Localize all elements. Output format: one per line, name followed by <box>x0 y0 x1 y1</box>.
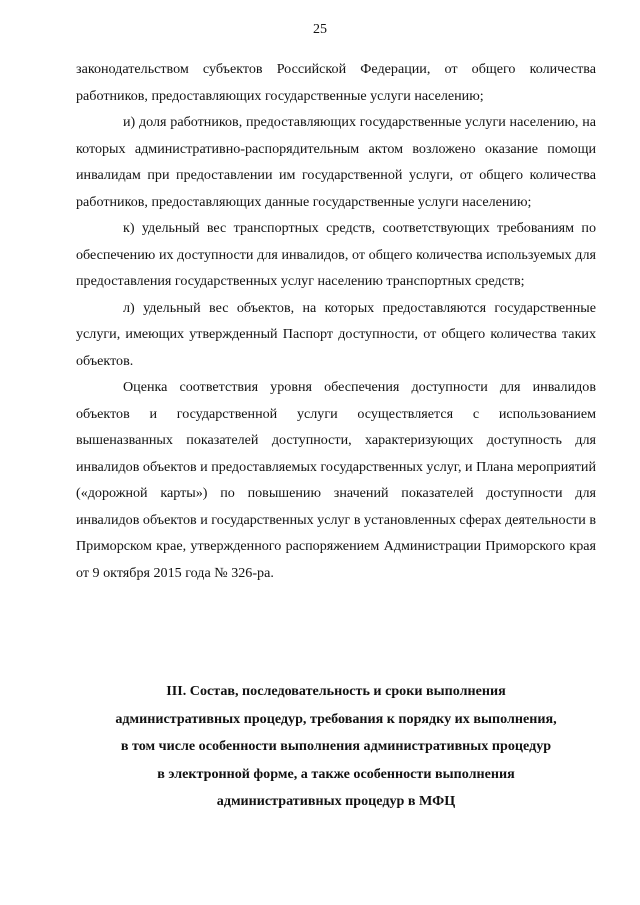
paragraph-item-k: к) удельный вес транспортных средств, соответствующих требованиям по обеспечению их доступности для инвалидов, от общего количества используемых для предоставления государственных услуг населению транспортных средств; <box>76 220 596 289</box>
paragraph-item-i: и) доля работников, предоставляющих государственные услуги населению, на которых административно-распорядительным актом возложено оказание помощи инвалидам при предоставлении им государственной услуги, от общего количества работников, предоставляющих данные государственные услуги населению; <box>76 114 596 210</box>
paragraph-item-l: л) удельный вес объектов, на которых предоставляются государственные услуги, имеющих утвержденный Паспорт доступности, от общего количества таких объектов. <box>76 299 596 369</box>
section-heading-line: административных процедур, требования к порядку их выполнения, <box>115 710 557 727</box>
body-text <box>76 56 596 586</box>
section-heading-line: в электронной форме, а также особенности выполнения <box>157 765 515 782</box>
section-heading-line: административных процедур в МФЦ <box>216 793 456 809</box>
section-heading-line: III. Состав, последовательность и сроки выполнения <box>166 683 506 699</box>
paragraph-continuation: законодательством субъектов Российской Федерации, от общего количества работников, предоставляющих государственные услуги населению; <box>76 61 596 104</box>
section-heading-line: в том числе особенности выполнения административных процедур <box>120 738 552 754</box>
section-heading <box>76 678 596 816</box>
paragraph-assessment: Оценка соответствия уровня обеспечения доступности для инвалидов объектов и государственной услуги осуществляется с использованием вышеназванных показателей доступности, характеризующих доступность для инвалидов объектов и предоставляемых государственных услуг, и Плана мероприятий («дорожной карты») по повышению значений показателей доступности для инвалидов объектов и государственных услуг в установленных сферах деятельности в Приморском крае, утвержденного распоряжением Администрации Приморского края от 9 октября 2015 года № 326-ра. <box>76 379 597 581</box>
page-number: 25 <box>313 22 327 37</box>
